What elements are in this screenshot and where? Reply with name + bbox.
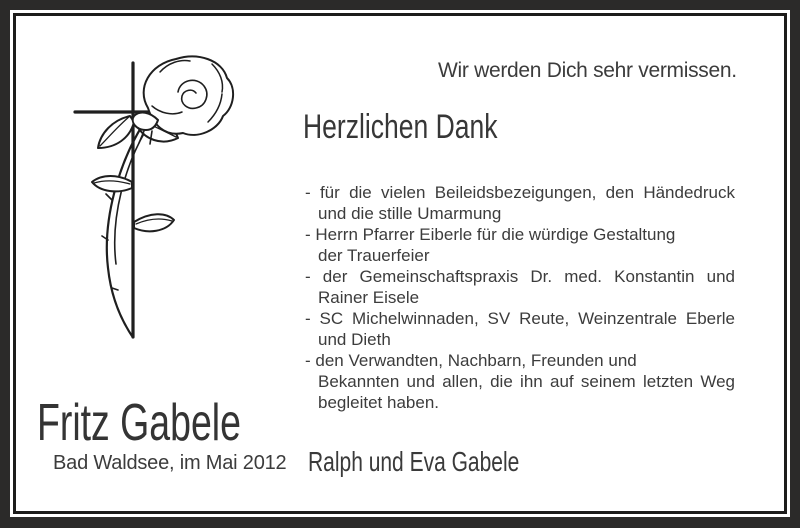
thanks-item-line: der Trauerfeier (318, 246, 430, 265)
thanks-list (305, 182, 735, 413)
cross-with-rose-icon (60, 50, 245, 345)
thanks-item-line: Rainer Eisele (318, 288, 420, 307)
family-signature: Ralph und Eva Gabele (308, 446, 520, 477)
thanks-item-line: begleitet haben. (318, 393, 439, 412)
remembrance-line: Wir werden Dich sehr vermissen. (438, 59, 737, 82)
thanks-item-line: - der Gemeinschaftspraxis Dr. med. Konstantin und (305, 267, 735, 286)
thanks-item-line: - SC Michelwinnaden, SV Reute, Weinzentrale Eberle (305, 309, 735, 328)
thanks-item-line: und Dieth (318, 330, 391, 349)
thanks-item-line: Bekannten und allen, die ihn auf seinem letzten Weg (318, 372, 735, 391)
heading-herzlichen-dank: Herzlichen Dank (303, 108, 498, 146)
memorial-card (13, 13, 787, 514)
thanks-item-line: und die stille Umarmung (318, 204, 502, 223)
deceased-name: Fritz Gabele (37, 394, 241, 452)
thanks-item-line: - für die vielen Beileidsbezeigungen, den Händedruck (305, 183, 735, 202)
thanks-item-line: - den Verwandten, Nachbarn, Freunden und (305, 351, 637, 370)
thanks-item-line: - Herrn Pfarrer Eiberle für die würdige Gestaltung (305, 225, 676, 244)
place-and-date: Bad Waldsee, im Mai 2012 (53, 452, 287, 474)
